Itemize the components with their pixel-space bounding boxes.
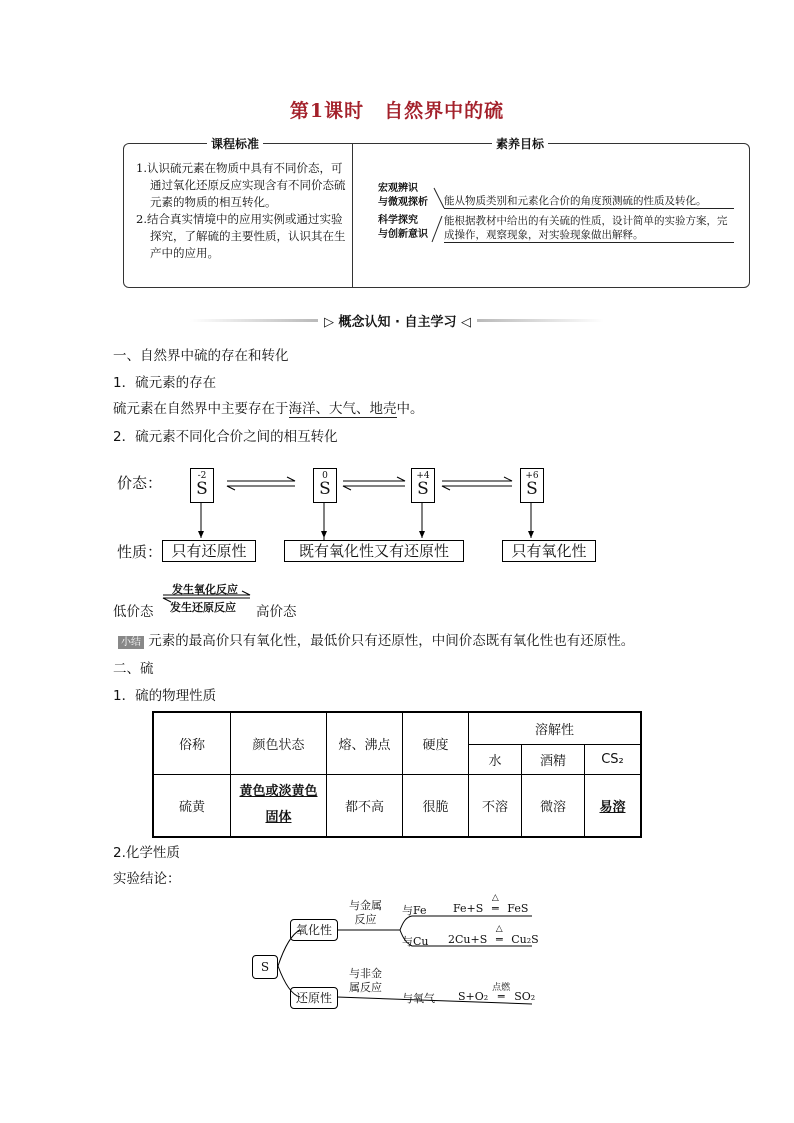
table-header: 水 bbox=[469, 744, 522, 774]
table-header: 颜色状态 bbox=[231, 712, 327, 774]
equation-cu bbox=[448, 924, 539, 946]
goal-tag-line: 与微观探析 bbox=[378, 197, 428, 208]
sub-heading: 1．硫的物理性质 bbox=[113, 688, 217, 704]
heat-sign: △ bbox=[495, 924, 503, 934]
text: 中。 bbox=[396, 401, 424, 417]
table-cell: 微溶 bbox=[522, 774, 585, 837]
summary-tag: 小结 bbox=[118, 636, 144, 649]
section-heading: 二、硫 bbox=[113, 661, 154, 677]
property-label: 性质： bbox=[117, 543, 163, 561]
with-cu: 与Cu bbox=[402, 935, 429, 948]
eq-right: SO₂ bbox=[514, 990, 536, 1003]
heat-sign: △ bbox=[491, 893, 499, 903]
nonmetal-label bbox=[349, 967, 382, 995]
sub-heading: 1．硫元素的存在 bbox=[113, 375, 217, 391]
with-o2: 与氧气 bbox=[402, 992, 435, 1005]
charge: +4 bbox=[416, 471, 430, 481]
label-line: 反应 bbox=[354, 913, 377, 926]
section-heading: 一、自然界中硫的存在和转化 bbox=[113, 348, 289, 364]
conclusion-label: 实验结论： bbox=[113, 871, 181, 887]
table-cell: 黄色或淡黄色固体 bbox=[231, 774, 327, 837]
equation-fe bbox=[453, 893, 529, 915]
section-band-title: ▷ 概念认知 · 自主学习 ◁ bbox=[318, 311, 477, 330]
goal-tag-line: 与创新意识 bbox=[378, 229, 428, 240]
table-cell: 很脆 bbox=[403, 774, 469, 837]
property-box: 只有氧化性 bbox=[502, 540, 596, 562]
sub-heading: 2．硫元素不同化合价之间的相互转化 bbox=[113, 429, 338, 445]
symbol: S bbox=[319, 479, 331, 499]
charge: +6 bbox=[525, 471, 539, 481]
sulfur-node: S bbox=[252, 955, 278, 979]
oxidizing-node: 氧化性 bbox=[290, 919, 338, 941]
symbol: S bbox=[196, 479, 208, 499]
eq-right: FeS bbox=[507, 902, 529, 915]
label-line: 与非金 bbox=[349, 967, 382, 980]
ignite-sign: 点燃 bbox=[492, 983, 511, 993]
goal-label: 素养目标 bbox=[492, 135, 548, 152]
standard-label: 课程标准 bbox=[207, 135, 263, 152]
sub-heading: 2.化学性质 bbox=[113, 845, 180, 861]
high-valence: 高价态 bbox=[256, 604, 297, 620]
eq-left: Fe+S bbox=[453, 902, 484, 915]
table-header: 俗称 bbox=[153, 712, 231, 774]
table-cell: 易溶 bbox=[585, 774, 642, 837]
goal-text: 能从物质类别和元素化合价的角度预测硫的性质及转化。 bbox=[444, 194, 734, 209]
equation-o2 bbox=[458, 983, 536, 1003]
property-box: 既有氧化性又有还原性 bbox=[284, 540, 464, 562]
table-header: CS₂ bbox=[585, 744, 642, 774]
valence-label: 价态： bbox=[117, 474, 163, 492]
goal-text: 能根据教材中给出的有关硫的性质，设计简单的实验方案，完成操作，观察现象，对实验现象做出解释。 bbox=[444, 214, 734, 243]
page-title: 第1课时 自然界中的硫 bbox=[289, 100, 505, 122]
table-cell: 都不高 bbox=[327, 774, 403, 837]
label-line: 与金属 bbox=[349, 899, 382, 912]
table-header: 酒精 bbox=[522, 744, 585, 774]
metal-label bbox=[349, 899, 382, 927]
table-header: 溶解性 bbox=[469, 712, 642, 744]
property-box: 只有还原性 bbox=[162, 540, 256, 562]
charge: -2 bbox=[197, 471, 207, 481]
table-header: 硬度 bbox=[403, 712, 469, 774]
with-fe: 与Fe bbox=[402, 904, 427, 917]
table-cell: 硫黄 bbox=[153, 774, 231, 837]
symbol: S bbox=[417, 479, 429, 499]
goal-tag-line: 科学探究 bbox=[378, 215, 418, 226]
backward-label: 发生还原反应 bbox=[170, 601, 236, 614]
eq-left: 2Cu+S bbox=[448, 933, 488, 946]
text: 硫元素在自然界中主要存在于 bbox=[113, 401, 289, 417]
eq-sign: △ ═ bbox=[483, 902, 507, 915]
table-cell: 不溶 bbox=[469, 774, 522, 837]
forward-label: 发生氧化反应 bbox=[172, 583, 238, 596]
goal-tag-line: 宏观辨识 bbox=[378, 183, 418, 194]
standard-item: 2.结合真实情境中的应用实例或通过实验探究，了解硫的主要性质，认识其在生产中的应用。 bbox=[136, 212, 346, 260]
eq-left: S+O₂ bbox=[458, 990, 489, 1003]
low-valence: 低价态 bbox=[113, 604, 154, 620]
summary-text: 元素的最高价只有氧化性，最低价只有还原性，中间价态既有氧化性也有还原性。 bbox=[148, 633, 635, 649]
standard-item: 1.认识硫元素在物质中具有不同价态，可通过氧化还原反应实现含有不同价态硫元素的物质的相互转化。 bbox=[136, 161, 346, 209]
reducing-node: 还原性 bbox=[290, 987, 338, 1009]
eq-sign: 点燃 ═ bbox=[488, 990, 514, 1003]
symbol: S bbox=[526, 479, 538, 499]
eq-sign: △ ═ bbox=[487, 933, 511, 946]
label-line: 属反应 bbox=[349, 981, 382, 994]
table-header: 熔、沸点 bbox=[327, 712, 403, 774]
eq-right: Cu₂S bbox=[511, 933, 539, 946]
underlined-answer: 海洋、大气、地壳 bbox=[288, 401, 397, 417]
charge: 0 bbox=[322, 471, 328, 481]
